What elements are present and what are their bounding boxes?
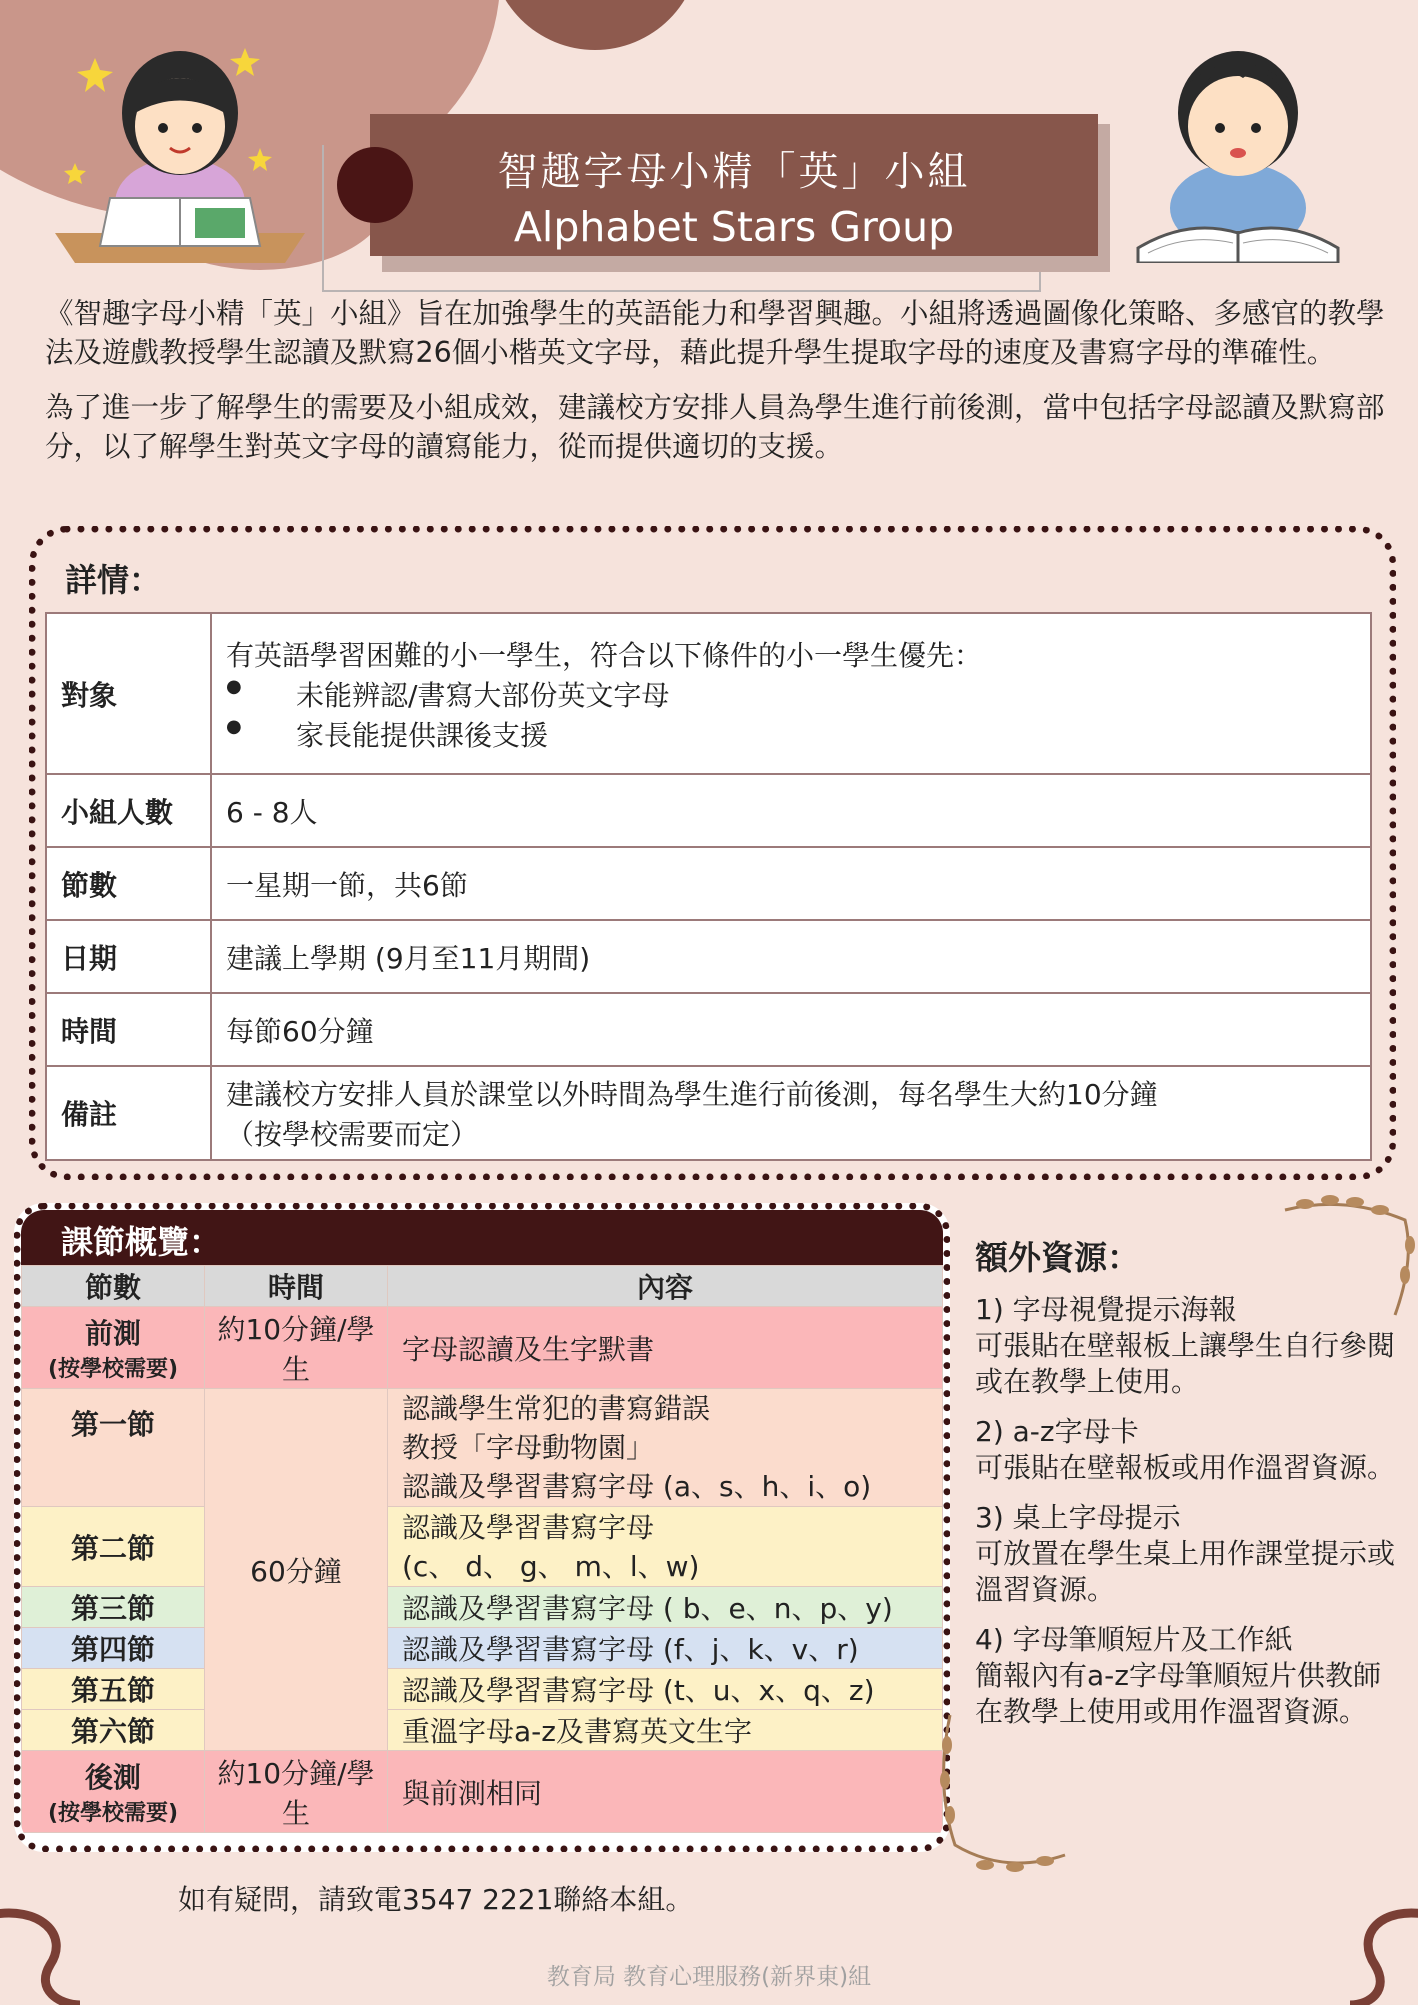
target-conditions: [226, 674, 1356, 754]
schedule-table: [21, 1265, 943, 1833]
session-label: 第五節: [22, 1669, 205, 1710]
intro-text: [45, 294, 1385, 482]
column-header: 內容: [388, 1266, 943, 1307]
girl-reading-illustration: [55, 18, 305, 263]
details-table: [45, 612, 1372, 1161]
table-row: [22, 1507, 943, 1587]
session-content: 與前測相同: [388, 1751, 943, 1833]
session-content: 認識及學習書寫字母 ( b、e、n、p、y): [388, 1587, 943, 1628]
table-row: [46, 920, 1371, 993]
row-label: 節數: [46, 847, 211, 920]
remark-text: 建議校方安排人員於課堂以外時間為學生進行前後測，每名學生大約10分鐘: [226, 1078, 1158, 1111]
session-content: 認識及學習書寫字母 (t、u、x、q、z): [388, 1669, 943, 1710]
intro-paragraph: 為了進一步了解學生的需要及小組成效，建議校方安排人員為學生進行前後測，當中包括字母認讀及默寫部分，以了解學生對英文字母的讀寫能力，從而提供適切的支援。: [45, 391, 1385, 463]
row-value: 每節60分鐘: [211, 993, 1371, 1066]
resources-list: [975, 1292, 1395, 1744]
table-row: [22, 1266, 943, 1307]
row-label: 日期: [46, 920, 211, 993]
table-row: [46, 847, 1371, 920]
title-banner: [370, 114, 1098, 256]
row-label: 小組人數: [46, 774, 211, 847]
row-value: [211, 1066, 1371, 1160]
table-row: [22, 1307, 943, 1389]
session-label: 第四節: [22, 1628, 205, 1669]
row-value: [211, 613, 1371, 774]
session-time: 60分鐘: [205, 1389, 388, 1751]
decorative-dot: [337, 147, 413, 223]
row-label: 備註: [46, 1066, 211, 1160]
table-row: [22, 1751, 943, 1833]
session-label: 第三節: [22, 1587, 205, 1628]
session-label: 前測 (按學校需要): [22, 1307, 205, 1389]
table-row: [22, 1587, 943, 1628]
session-content: 認識學生常犯的書寫錯誤 教授「字母動物園」 認識及學習書寫字母 (a、s、h、i、o): [388, 1389, 943, 1507]
session-label: 後測 (按學校需要): [22, 1751, 205, 1833]
list-item: 4) 字母筆順短片及工作紙 簡報內有a-z字母筆順短片供教師在教學上使用或用作溫習資源。: [975, 1623, 1381, 1728]
session-label: 第二節: [22, 1507, 205, 1587]
session-content: 重溫字母a-z及書寫英文生字: [388, 1710, 943, 1751]
session-time: 約10分鐘/學生: [205, 1307, 388, 1389]
schedule-title: 課節概覽：: [21, 1210, 943, 1265]
session-label: 第一節: [22, 1389, 205, 1507]
title-en: Alphabet Stars Group: [513, 203, 955, 251]
details-title: 詳情：: [65, 561, 162, 599]
session-content: 認識及學習書寫字母 (c、 d、 g、 m、l、w): [388, 1507, 943, 1587]
schedule-box: [14, 1203, 950, 1852]
list-item: 3) 桌上字母提示 可放置在學生桌上用作課堂提示或溫習資源。: [975, 1501, 1396, 1606]
row-value: 建議上學期 (9月至11月期間): [211, 920, 1371, 993]
table-row: [22, 1628, 943, 1669]
table-row: [22, 1710, 943, 1751]
resources-title: 額外資源：: [975, 1238, 1140, 1277]
table-row: [46, 993, 1371, 1066]
table-row: [22, 1389, 943, 1507]
list-item: 2) a-z字母卡 可張貼在壁報板或用作溫習資源。: [975, 1415, 1396, 1484]
session-content: 認識及學習書寫字母 (f、j、k、v、r): [388, 1628, 943, 1669]
list-item: 1) 字母視覺提示海報 可張貼在壁報板上讓學生自行參閱或在教學上使用。: [975, 1293, 1396, 1398]
row-value: 一星期一節，共6節: [211, 847, 1371, 920]
contact-text: 如有疑問，請致電3547 2221聯絡本組。: [178, 1883, 694, 1916]
intro-paragraph: 《智趣字母小精「英」小組》旨在加強學生的英語能力和學習興趣。小組將透過圖像化策略、多感官的教學法及遊戲教授學生認讀及默寫26個小楷英文字母，藉此提升學生提取字母的速度及書寫字母的準確性。: [45, 297, 1385, 369]
footer-text: 教育局 教育心理服務(新界東)組: [546, 1964, 872, 1990]
session-label: 第六節: [22, 1710, 205, 1751]
target-text: 有英語學習困難的小一學生，符合以下條件的小一學生優先：: [226, 638, 983, 672]
table-row: [22, 1669, 943, 1710]
list-item: ● 家長能提供課後支援: [226, 714, 1356, 754]
row-value: 6 - 8人: [211, 774, 1371, 847]
list-item: ● 未能辨認/書寫大部份英文字母: [226, 674, 1356, 714]
session-time: 約10分鐘/學生: [205, 1751, 388, 1833]
table-row: [46, 613, 1371, 774]
column-header: 時間: [205, 1266, 388, 1307]
remark-note: （按學校需要而定）: [226, 1118, 479, 1151]
background-blob: [490, 0, 700, 50]
session-content: 字母認讀及生字默書: [388, 1307, 943, 1389]
row-label: 時間: [46, 993, 211, 1066]
title-zh: 智趣字母小精「英」小組: [497, 149, 971, 195]
table-row: [46, 774, 1371, 847]
row-label: 對象: [46, 613, 211, 774]
column-header: 節數: [22, 1266, 205, 1307]
boy-reading-illustration: [1128, 18, 1348, 263]
table-row: [46, 1066, 1371, 1160]
